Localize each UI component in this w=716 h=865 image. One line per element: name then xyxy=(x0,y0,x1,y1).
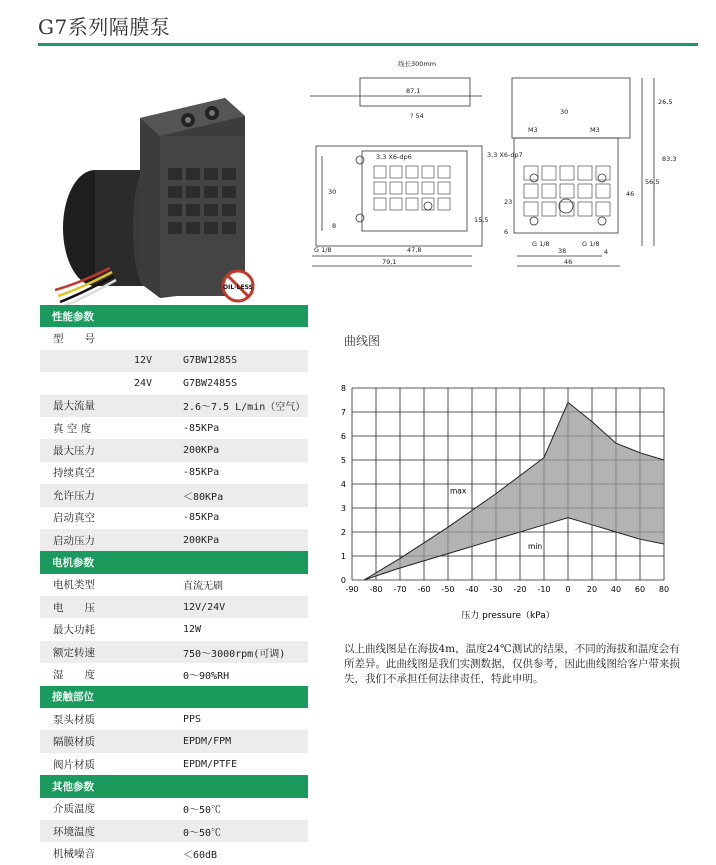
spec-value: G7BW1285S xyxy=(183,355,238,367)
spec-key: 环境温度 xyxy=(53,825,95,838)
spec-value: ＜60dB xyxy=(183,850,218,862)
spec-row xyxy=(40,529,308,551)
svg-text:83,3: 83,3 xyxy=(662,155,677,163)
spec-value: 0～50℃ xyxy=(183,827,222,839)
page-title: G7系列隔膜泵 xyxy=(38,15,171,39)
spec-value: PPS xyxy=(183,713,202,725)
spec-row xyxy=(40,507,308,529)
spec-section-header xyxy=(40,305,308,327)
spec-value: 2.6～7.5 L/min（空气） xyxy=(183,402,306,414)
y-tick-label: 2 xyxy=(340,528,346,537)
spec-key: 启动真空 xyxy=(53,512,95,525)
spec-row xyxy=(40,842,308,864)
spec-value: 直流无刷 xyxy=(183,581,223,593)
flow-pressure-chart xyxy=(334,380,674,630)
spec-voltage: 24V xyxy=(134,377,153,389)
spec-section-header xyxy=(40,775,308,797)
dimension-drawing xyxy=(302,56,677,271)
svg-text:M3: M3 xyxy=(528,126,538,134)
svg-text:15,5: 15,5 xyxy=(474,216,489,224)
spec-row xyxy=(40,663,308,685)
spec-key: 阀片材质 xyxy=(53,758,95,771)
spec-key: 介质温度 xyxy=(53,803,95,816)
x-tick-label: -70 xyxy=(393,585,407,594)
spec-value: 0～50℃ xyxy=(183,805,222,817)
svg-text:26,5: 26,5 xyxy=(658,98,673,106)
spec-value: -85KPa xyxy=(183,512,220,524)
spec-value: G7BW2485S xyxy=(183,377,238,389)
spec-row xyxy=(40,596,308,618)
svg-text:8: 8 xyxy=(332,222,337,230)
svg-text:23: 23 xyxy=(504,198,513,206)
svg-text:G 1/8: G 1/8 xyxy=(532,240,550,248)
x-tick-label: -40 xyxy=(465,585,479,594)
spec-row xyxy=(40,753,308,775)
spec-key: 真 空 度 xyxy=(53,422,92,435)
spec-value: 200KPa xyxy=(183,534,220,546)
disclaimer-note: 以上曲线图是在海拔4m，温度24℃测试的结果，不同的海拔和温度会有所差异。此曲线图是我们实测数据，仅供参考，因此曲线图给客户带来损失，我们不承担任何法律责任，特此申明。 xyxy=(344,643,680,685)
spec-row xyxy=(40,439,308,461)
chart-title: 曲线图 xyxy=(344,334,381,348)
svg-text:? 54: ? 54 xyxy=(410,112,424,120)
title-rule xyxy=(38,43,698,46)
spec-key: 电机类型 xyxy=(53,579,95,592)
spec-row xyxy=(40,618,308,640)
y-tick-label: 4 xyxy=(340,480,346,489)
svg-text:79,1: 79,1 xyxy=(382,258,397,266)
x-tick-label: 0 xyxy=(565,585,571,594)
spec-value: 200KPa xyxy=(183,445,220,457)
x-tick-label: -60 xyxy=(417,585,431,594)
y-tick-label: 0 xyxy=(340,576,346,585)
svg-text:47,8: 47,8 xyxy=(407,246,422,254)
spec-row xyxy=(40,641,308,663)
spec-value: 0～90%RH xyxy=(183,670,230,682)
spec-key: 允许压力 xyxy=(53,489,95,502)
spec-value: EPDM/PTFE xyxy=(183,758,238,770)
spec-key: 最大功耗 xyxy=(53,624,95,637)
y-tick-label: 7 xyxy=(340,408,346,417)
annotation-max: max xyxy=(450,486,467,496)
svg-text:3,3 X6-dp6: 3,3 X6-dp6 xyxy=(376,153,412,161)
svg-text:G 1/8: G 1/8 xyxy=(582,240,600,248)
spec-row xyxy=(40,462,308,484)
spec-key: 电 压 xyxy=(53,601,95,614)
spec-key: 额定转速 xyxy=(53,646,95,659)
pump-photo xyxy=(40,58,300,308)
svg-text:30: 30 xyxy=(560,108,569,116)
x-axis-label: 压力 pressure（kPa） xyxy=(461,611,555,621)
spec-row xyxy=(40,798,308,820)
svg-text:87,1: 87,1 xyxy=(406,87,421,95)
x-tick-label: -90 xyxy=(345,585,359,594)
spec-key: 接触部位 xyxy=(52,691,94,704)
spec-row xyxy=(40,417,308,439)
spec-value: 12V/24V xyxy=(183,601,226,613)
x-tick-label: -20 xyxy=(513,585,527,594)
oilless-badge xyxy=(223,271,253,301)
x-tick-label: 60 xyxy=(634,585,646,594)
spec-value: 750～3000rpm(可调) xyxy=(183,648,286,660)
svg-text:38: 38 xyxy=(558,247,567,255)
spec-key: 电机参数 xyxy=(52,556,94,569)
spec-key: 启动压力 xyxy=(53,534,95,547)
svg-text:3,3 X6-dp7: 3,3 X6-dp7 xyxy=(487,151,523,159)
spec-value: EPDM/FPM xyxy=(183,736,232,748)
spec-row xyxy=(40,350,308,372)
spec-key: 机械噪音 xyxy=(53,848,95,861)
x-tick-label: 20 xyxy=(586,585,598,594)
spec-key: 最大压力 xyxy=(53,445,95,458)
spec-value: -85KPa xyxy=(183,422,220,434)
spec-key: 性能参数 xyxy=(52,310,94,323)
svg-text:46: 46 xyxy=(626,190,635,198)
spec-key: 最大流量 xyxy=(53,400,95,413)
spec-row xyxy=(40,327,308,349)
y-tick-label: 1 xyxy=(340,552,346,561)
spec-row xyxy=(40,708,308,730)
svg-text:M3: M3 xyxy=(590,126,600,134)
y-tick-label: 6 xyxy=(340,432,346,441)
spec-row xyxy=(40,484,308,506)
y-tick-label: 3 xyxy=(340,504,346,513)
spec-key: 湿 度 xyxy=(53,668,95,681)
spec-row xyxy=(40,820,308,842)
spec-key: 持续真空 xyxy=(53,467,95,480)
svg-text:56,5: 56,5 xyxy=(645,178,660,186)
flow-band-area xyxy=(364,402,664,580)
spec-voltage: 12V xyxy=(134,355,153,367)
svg-text:6: 6 xyxy=(504,228,509,236)
y-tick-label: 8 xyxy=(340,384,346,393)
spec-key: 隔膜材质 xyxy=(53,736,95,749)
annotation-min: min xyxy=(528,541,543,551)
x-tick-label: -30 xyxy=(489,585,503,594)
spec-row xyxy=(40,395,308,417)
spec-value: 12W xyxy=(183,624,202,636)
spec-value: ＜80KPa xyxy=(183,491,224,503)
spec-key: 泵头材质 xyxy=(53,713,95,726)
svg-text:G 1/8: G 1/8 xyxy=(314,246,332,254)
y-tick-label: 5 xyxy=(340,456,346,465)
spec-row xyxy=(40,372,308,394)
svg-text:线长300mm: 线长300mm xyxy=(398,60,437,68)
x-tick-label: -50 xyxy=(441,585,455,594)
x-tick-label: -10 xyxy=(537,585,551,594)
spec-table xyxy=(40,305,308,865)
svg-text:OIL-LESS: OIL-LESS xyxy=(223,284,253,291)
x-tick-label: 40 xyxy=(610,585,622,594)
spec-value: -85KPa xyxy=(183,467,220,479)
spec-key: 其他参数 xyxy=(52,780,94,793)
spec-key: 型 号 xyxy=(53,333,95,346)
spec-section-header xyxy=(40,686,308,708)
svg-text:46: 46 xyxy=(564,258,573,266)
spec-row xyxy=(40,730,308,752)
spec-row xyxy=(40,574,308,596)
spec-section-header xyxy=(40,551,308,573)
x-tick-label: -80 xyxy=(369,585,383,594)
x-tick-label: 80 xyxy=(658,585,670,594)
svg-text:4: 4 xyxy=(604,248,609,256)
svg-text:30: 30 xyxy=(328,188,337,196)
